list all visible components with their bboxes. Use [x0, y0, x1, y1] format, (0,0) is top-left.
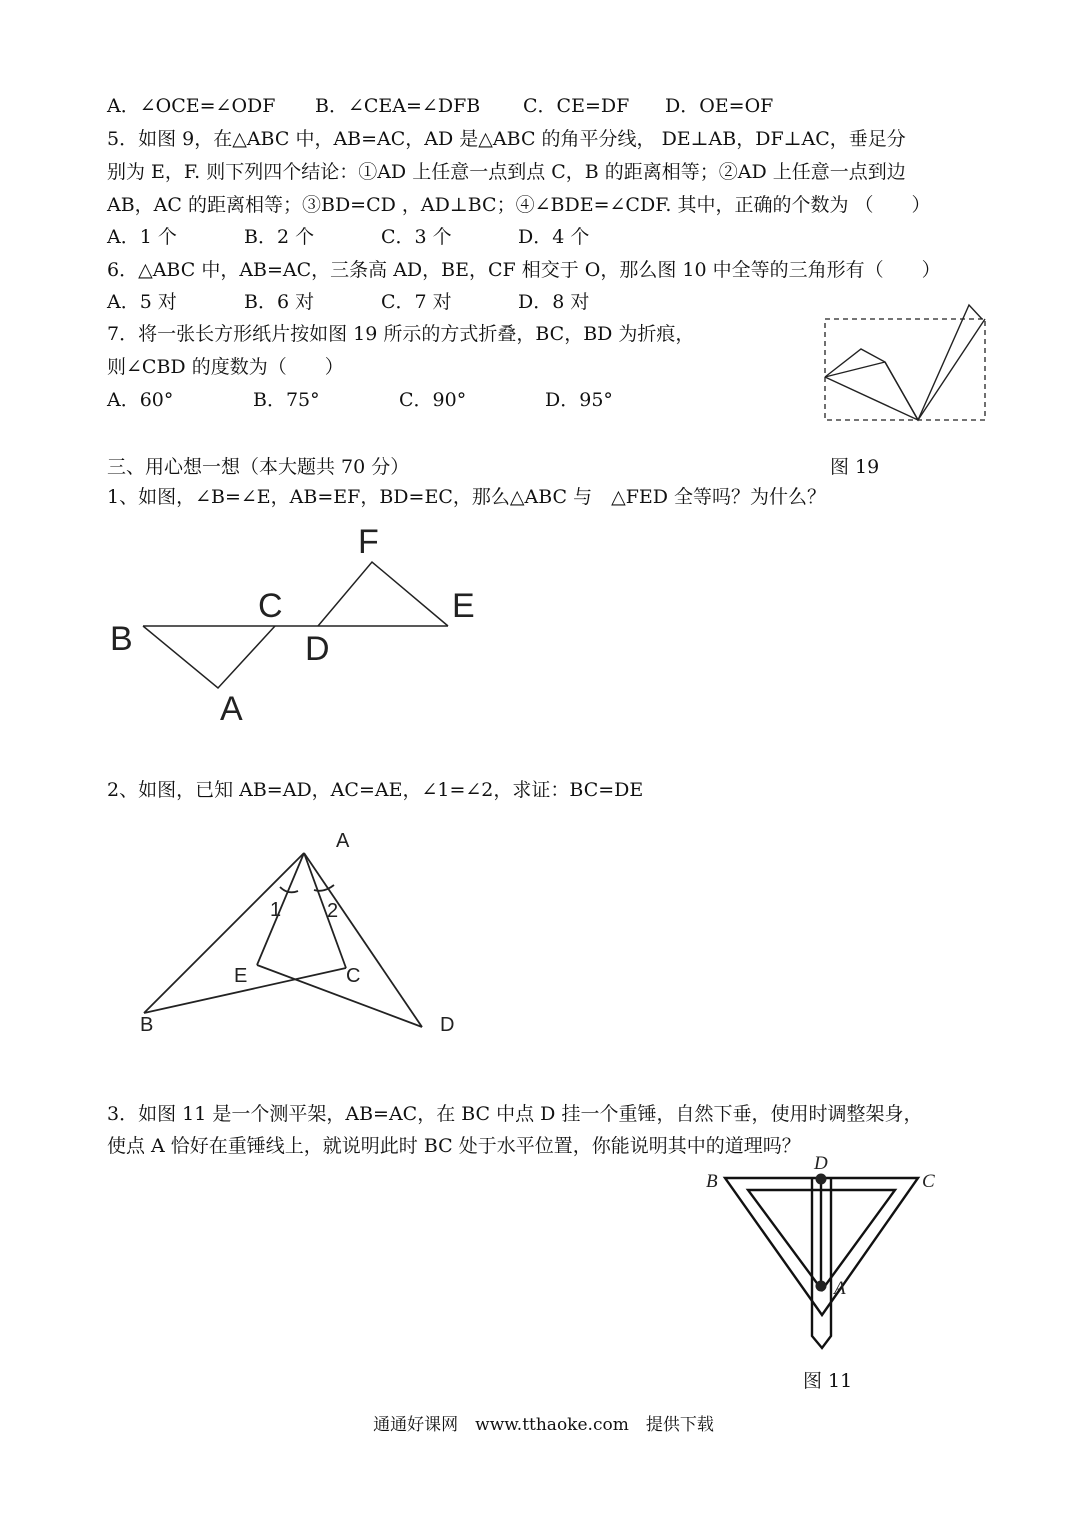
q4-option-a: A．∠OCE=∠ODF [107, 95, 276, 117]
q5-option-d: D．4 个 [518, 226, 590, 248]
q5-line-1: 5．如图 9，在△ABC 中，AB=AC，AD 是△ABC 的角平分线， DE⊥AB，DF⊥AC，垂足分 [107, 128, 906, 150]
q6-option-c: C．7 对 [381, 291, 452, 313]
figure-p1-triangles [100, 520, 500, 730]
q5-line-3: AB，AC 的距离相等；③BD=CD ，AD⊥BC；④∠BDE=∠CDF. 其中，正确的个数为 （ ） [107, 194, 931, 216]
p2-label-d: D [440, 1014, 455, 1036]
p3-label-a: A [834, 1278, 846, 1299]
p2-question: 2、如图，已知 AB=AD，AC=AE，∠1=∠2，求证：BC=DE [107, 779, 644, 801]
p3-label-d: D [814, 1153, 828, 1174]
q5-line-2: 别为 E，F. 则下列四个结论：①AD 上任意一点到点 C，B 的距离相等；②AD 上任意一点到边 [107, 161, 906, 183]
p3-label-c: C [922, 1171, 935, 1192]
q6-line-1: 6．△ABC 中，AB=AC，三条高 AD，BE，CF 相交于 O，那么图 10 中全等的三角形有（ ） [107, 259, 941, 281]
section-3-title: 三、用心想一想（本大题共 70 分） [107, 456, 410, 478]
p1-label-b: B [110, 620, 133, 658]
q7-line-1: 7．将一张长方形纸片按如图 19 所示的方式折叠，BC，BD 为折痕， [107, 323, 695, 345]
p1-label-c: C [258, 587, 283, 625]
figure-19-folded-paper [815, 300, 995, 430]
q6-options [107, 290, 589, 314]
p1-question: 1、如图，∠B=∠E，AB=EF，BD=EC，那么△ABC 与 △FED 全等吗？为什么？ [107, 486, 827, 508]
page-footer: 通通好课网 www.tthaoke.com 提供下载 [373, 1415, 714, 1435]
q6-option-d: D．8 对 [518, 291, 590, 313]
figure-11-level-frame [700, 1150, 950, 1400]
figure-19-caption: 图 19 [830, 456, 880, 478]
p2-label-e: E [234, 965, 248, 987]
q4-option-b: B．∠CEA=∠DFB [315, 95, 481, 117]
p1-label-a: A [220, 690, 243, 728]
p1-label-e: E [452, 587, 475, 625]
q5-option-c: C．3 个 [381, 226, 452, 248]
p1-label-f: F [358, 523, 379, 561]
q4-options [107, 94, 773, 118]
p2-label-2: 2 [327, 900, 339, 922]
p1-label-d: D [305, 630, 330, 668]
q7-option-a: A．60° [107, 389, 174, 411]
figure-11-caption: 图 11 [803, 1370, 853, 1392]
p3-line-2: 使点 A 恰好在重锤线上，就说明此时 BC 处于水平位置，你能说明其中的道理吗？ [107, 1135, 801, 1157]
q7-line-2: 则∠CBD 的度数为（ ） [107, 356, 344, 378]
q5-option-a: A．1 个 [107, 226, 177, 248]
p2-label-1: 1 [270, 899, 282, 921]
q7-options [107, 388, 613, 412]
q5-options [107, 225, 589, 249]
figure-p2-triangles [130, 825, 470, 1040]
q4-option-c: C．CE=DF [523, 95, 630, 117]
q4-option-d: D．OE=OF [665, 95, 774, 117]
p2-label-a: A [336, 830, 350, 852]
p2-label-c: C [346, 965, 361, 987]
p2-label-b: B [140, 1014, 154, 1036]
q7-option-d: D．95° [545, 389, 613, 411]
q6-option-a: A．5 对 [107, 291, 177, 313]
q6-option-b: B．6 对 [244, 291, 315, 313]
p3-line-1: 3．如图 11 是一个测平架，AB=AC，在 BC 中点 D 挂一个重锤，自然下垂，使用时调整架身， [107, 1103, 923, 1125]
q7-option-b: B．75° [253, 389, 320, 411]
p3-label-b: B [706, 1171, 718, 1192]
q7-option-c: C．90° [399, 389, 467, 411]
q5-option-b: B．2 个 [244, 226, 315, 248]
